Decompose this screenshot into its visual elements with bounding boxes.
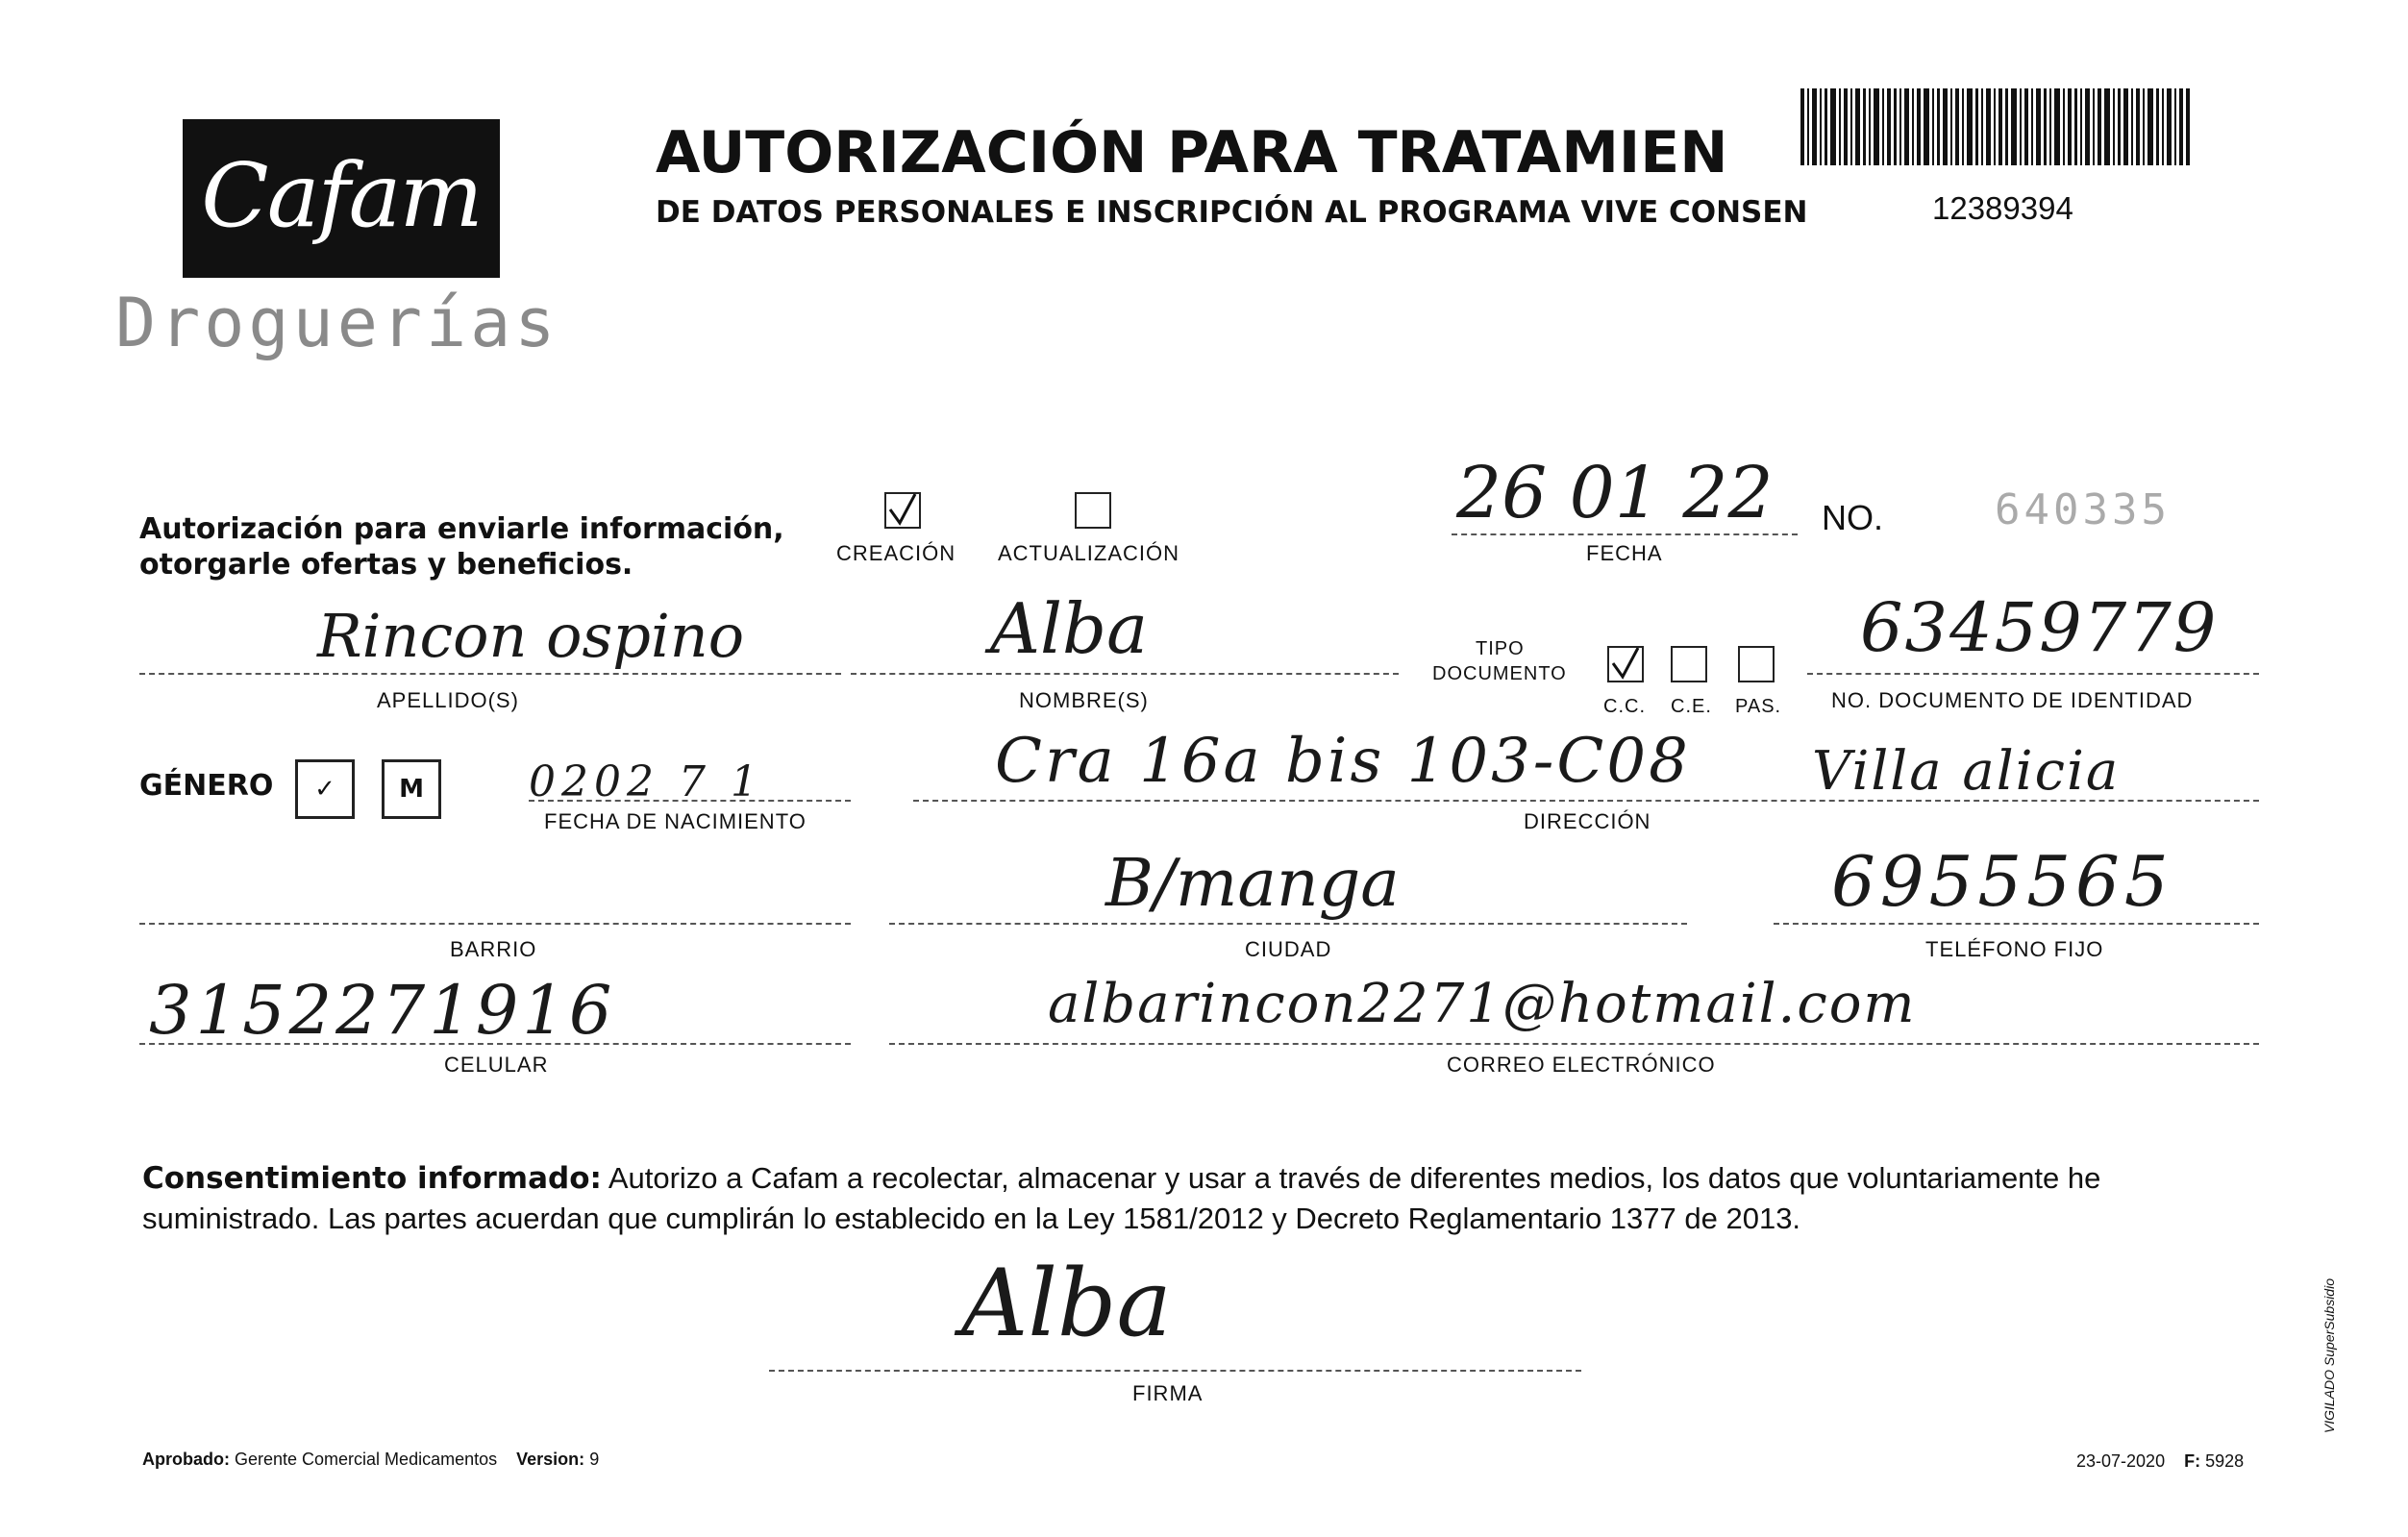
check-mark-icon	[886, 494, 919, 527]
telefono-value[interactable]: 6955565	[1831, 841, 2173, 922]
footer-date: 23-07-2020	[2076, 1451, 2166, 1471]
consent-line-2: suministrado. Las partes acuerdan que cumplirán lo establecido en la Ley 1581/2012 y Decreto Reglamentario 1377 de 2013.	[142, 1202, 1801, 1235]
apellidos-label: APELLIDO(S)	[377, 688, 519, 712]
cc-checkbox[interactable]	[1607, 646, 1644, 682]
form-number: 640335	[1995, 485, 2171, 534]
authorization-text-1: Autorización para enviarle información,	[139, 512, 784, 546]
direccion-label: DIRECCIÓN	[1524, 809, 1651, 833]
fecha-value[interactable]: 26 01 22	[1456, 452, 1774, 534]
direccion-extra-value[interactable]: Villa alicia	[1812, 740, 2121, 803]
form-title: AUTORIZACIÓN PARA TRATAMIEN	[656, 119, 1728, 186]
nacimiento-line	[529, 800, 851, 802]
f-label: F:	[2184, 1451, 2201, 1471]
barrio-label: BARRIO	[450, 937, 537, 961]
nacimiento-value[interactable]: 0202 7 1	[529, 757, 763, 806]
ciudad-label: CIUDAD	[1245, 937, 1332, 961]
form-subtitle: DE DATOS PERSONALES E INSCRIPCIÓN AL PROGRAMA VIVE CONSEN	[656, 195, 1808, 230]
direccion-line	[913, 800, 2259, 802]
barcode-icon	[1800, 88, 2190, 165]
pas-checkbox[interactable]	[1738, 646, 1775, 682]
nombres-label: NOMBRE(S)	[1019, 688, 1149, 712]
footer-approval	[142, 1450, 599, 1470]
cc-label: C.C.	[1603, 696, 1646, 717]
documento-value[interactable]: 63459779	[1860, 588, 2219, 667]
pas-label: PAS.	[1735, 696, 1782, 717]
genero-f-box[interactable]: ✓	[295, 759, 355, 819]
fecha-line	[1452, 533, 1798, 535]
documento-line	[1807, 673, 2259, 675]
barcode-number: 12389394	[1932, 190, 2073, 226]
nombres-line	[851, 673, 1399, 675]
ce-label: C.E.	[1671, 696, 1712, 717]
barrio-line	[139, 923, 851, 925]
signature[interactable]: Alba	[961, 1250, 1172, 1357]
ciudad-line	[889, 923, 1687, 925]
creacion-checkbox[interactable]	[884, 492, 921, 529]
version-value: 9	[589, 1450, 600, 1469]
correo-line	[889, 1043, 2259, 1045]
consent-line-1: Autorizo a Cafam a recolectar, almacenar y usar a través de diferentes medios, los datos que voluntariamente he	[608, 1161, 2101, 1195]
actualizacion-checkbox[interactable]	[1075, 492, 1111, 529]
brand-logo: Cafam	[201, 144, 482, 247]
actualizacion-label: ACTUALIZACIÓN	[998, 541, 1180, 565]
number-label: NO.	[1822, 498, 1884, 537]
genero-m-box[interactable]: M	[382, 759, 441, 819]
brand-subtitle: Droguerías	[115, 284, 559, 362]
aprobado-value: Gerente Comercial Medicamentos	[235, 1450, 498, 1469]
consent-heading: Consentimiento informado:	[142, 1161, 602, 1196]
genero-label: GÉNERO	[139, 769, 274, 803]
f-value: 5928	[2205, 1451, 2245, 1471]
apellidos-line	[139, 673, 841, 675]
telefono-line	[1774, 923, 2259, 925]
documento-label: DOCUMENTO	[1432, 663, 1567, 684]
creacion-label: CREACIÓN	[836, 541, 956, 565]
ciudad-value[interactable]: B/manga	[1105, 846, 1400, 922]
consent-paragraph	[142, 1158, 2257, 1239]
ce-checkbox[interactable]	[1671, 646, 1707, 682]
celular-line	[139, 1043, 851, 1045]
correo-value[interactable]: albarincon2271@hotmail.com	[1048, 973, 1917, 1035]
celular-value[interactable]: 3152271916	[149, 971, 616, 1050]
nombres-value[interactable]: Alba	[990, 588, 1149, 669]
apellidos-value[interactable]: Rincon ospino	[317, 601, 745, 671]
celular-label: CELULAR	[444, 1053, 549, 1077]
authorization-text-2: otorgarle ofertas y beneficios.	[139, 548, 633, 582]
check-mark-icon	[1609, 648, 1642, 681]
version-label: Version:	[516, 1450, 585, 1469]
correo-label: CORREO ELECTRÓNICO	[1447, 1053, 1716, 1077]
firma-label: FIRMA	[1132, 1381, 1204, 1405]
aprobado-label: Aprobado:	[142, 1450, 230, 1469]
supersubsidio-watermark: VIGILADO SuperSubsidio	[2321, 1278, 2337, 1434]
fecha-label: FECHA	[1586, 541, 1663, 565]
direccion-value[interactable]: Cra 16a bis 103-C08	[995, 726, 1691, 797]
footer-right	[2076, 1451, 2244, 1472]
nacimiento-label: FECHA DE NACIMIENTO	[544, 809, 807, 833]
telefono-label: TELÉFONO FIJO	[1925, 937, 2104, 961]
documento-number-label: NO. DOCUMENTO DE IDENTIDAD	[1831, 688, 2194, 712]
signature-line	[769, 1370, 1581, 1372]
tipo-label: TIPO	[1476, 638, 1525, 659]
